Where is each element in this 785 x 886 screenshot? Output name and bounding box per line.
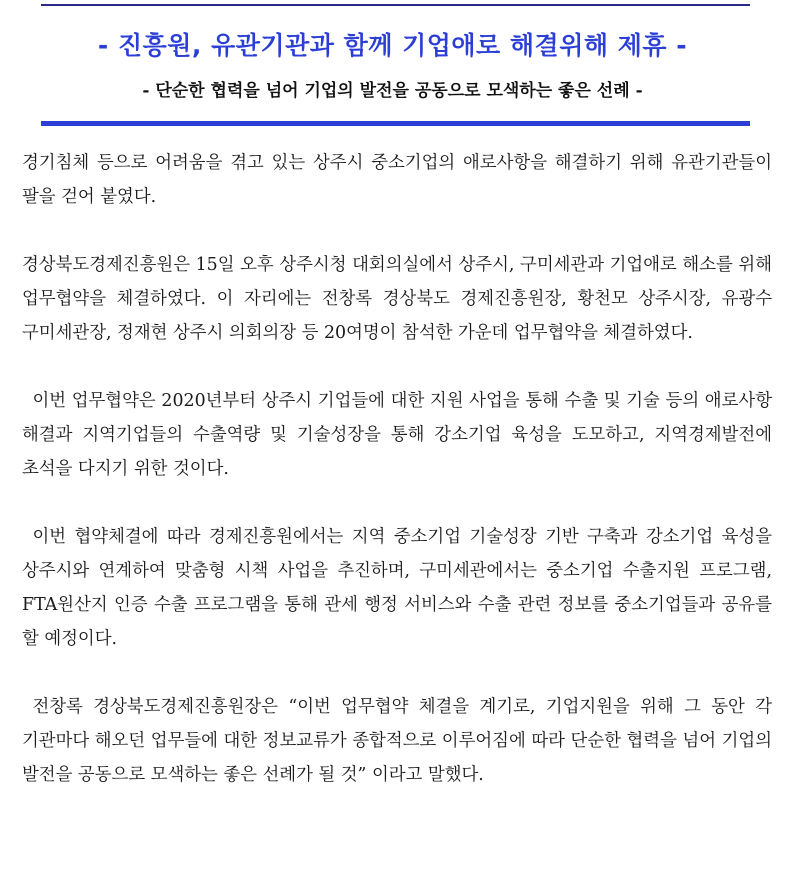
- header-divider: [41, 121, 750, 126]
- paragraph-purpose: 이번 업무협약은 2020년부터 상주시 기업들에 대한 지원 사업을 통해 수출 및 기술 등의 애로사항 해결과 지역기업들의 수출역량 및 기술성장을 통해 강소기업 육성을 도모하고, 지역경제발전에 초석을 다지기 위한 것이다.: [22, 391, 772, 479]
- headline: - 진흥원, 유관기관과 함께 기업애로 해결위해 제휴 -: [97, 31, 688, 60]
- paragraph-plan: 이번 협약체결에 따라 경제진흥원에서는 지역 중소기업 기술성장 기반 구축과 강소기업 육성을 상주시와 연계하여 맞춤형 시책 사업을 추진하며, 구미세관에서는 중소기업 수출지원 프로그램, FTA원산지 인증 수출 프로그램을 통해 관세 행정 서비스와 수출 관련 정보를 중소기업들과 공유를 할 예정이다.: [22, 527, 772, 649]
- subheadline: - 단순한 협력을 넘어 기업의 발전을 공동으로 모색하는 좋은 선례 -: [142, 81, 643, 101]
- top-divider: [41, 4, 750, 6]
- article-body: [22, 146, 772, 792]
- paragraph-agreement: 경상북도경제진흥원은 15일 오후 상주시청 대회의실에서 상주시, 구미세관과 기업애로 해소를 위해 업무협약을 체결하였다. 이 자리에는 전창록 경상북도 경제진흥원장, 황천모 상주시장, 유광수 구미세관장, 정재현 상주시 의회의장 등 20여명이 참석한 가운데 업무협약을 체결하였다.: [22, 255, 772, 343]
- paragraph-quote: 전창록 경상북도경제진흥원장은 “이번 업무협약 체결을 계기로, 기업지원을 위해 그 동안 각 기관마다 해오던 업무들에 대한 정보교류가 종합적으로 이루어짐에 따라 단순한 협력을 넘어 기업의 발전을 공동으로 모색하는 좋은 선례가 될 것” 이라고 말했다.: [22, 697, 772, 785]
- paragraph-intro: 경기침체 등으로 어려움을 겪고 있는 상주시 중소기업의 애로사항을 해결하기 위해 유관기관들이 팔을 걷어 붙였다.: [22, 153, 772, 207]
